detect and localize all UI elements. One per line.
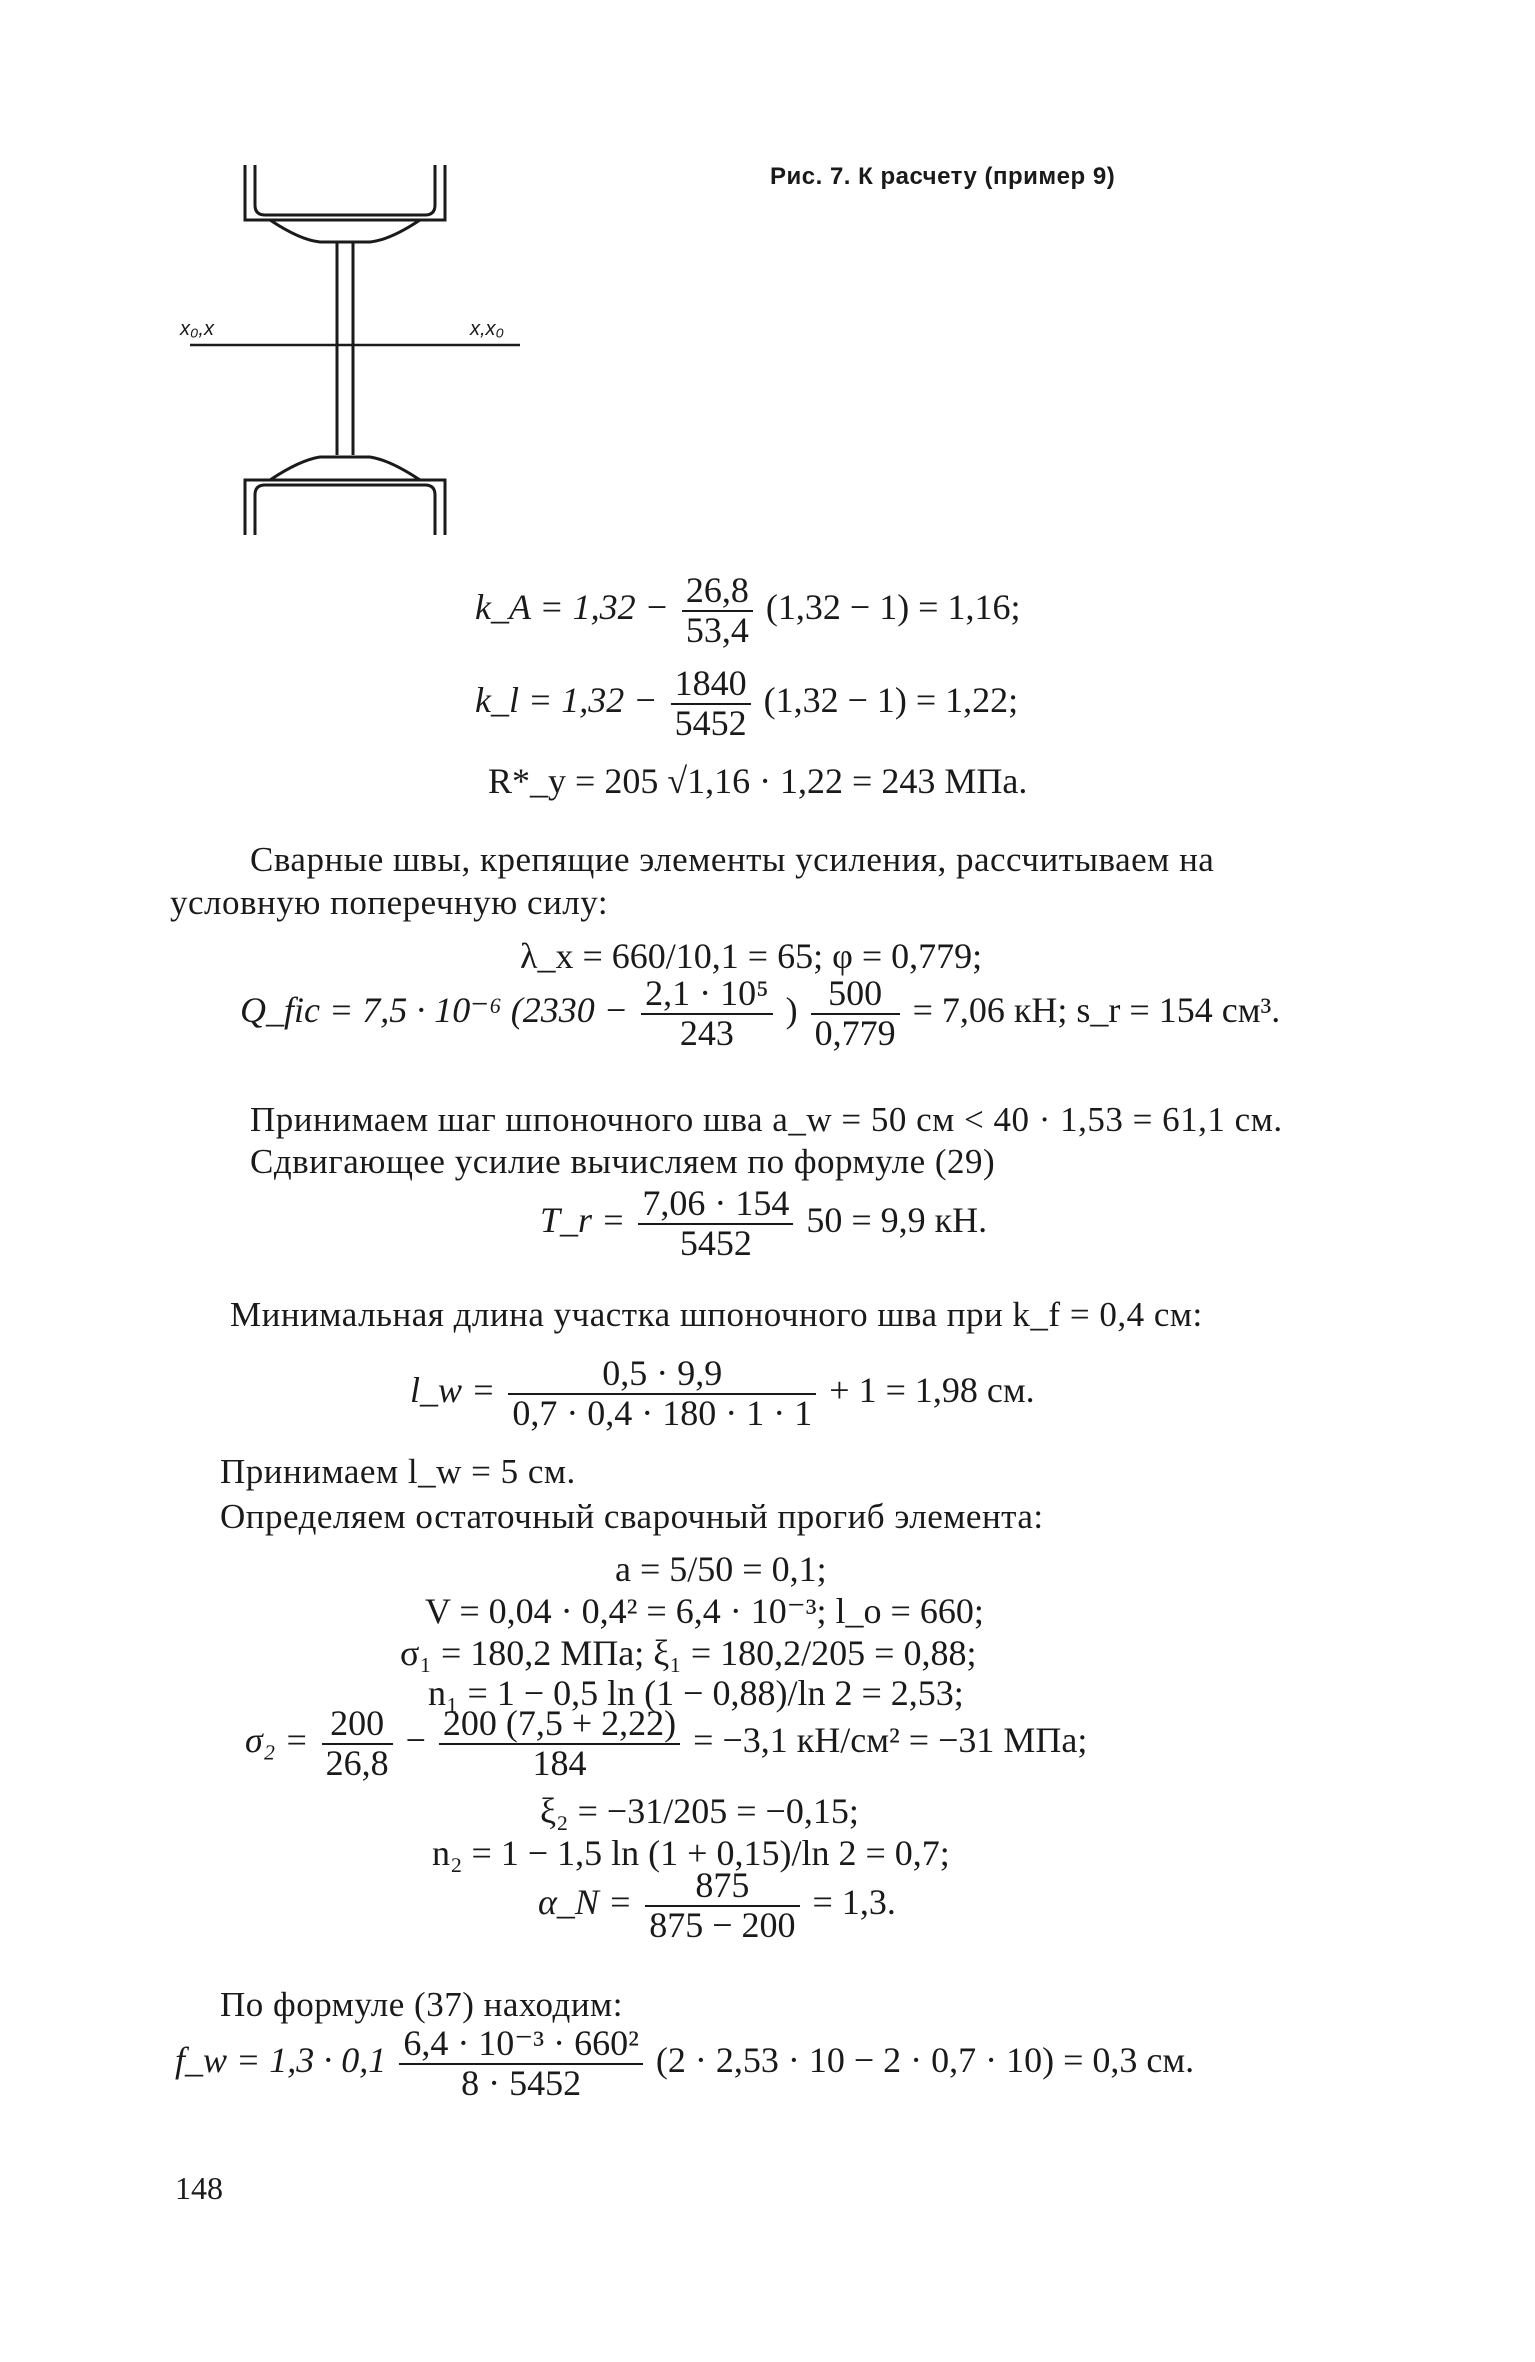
equation-kl: k_l = 1,32 − $\frac{1840}{5452}$ (1,32 − 1) = 1,22; — [475, 663, 1019, 743]
paragraph-accept-lw: Принимаем l_w = 5 см. — [220, 1452, 576, 1491]
equation-kA: k_A = 1,32 − $\frac{26,8}{53,4}$ (1,32 − 1) = 1,16; — [475, 570, 1021, 650]
equation-fw: f_w = 1,3 · 0,1 $\frac{\text{6,4 · 10⁻³ · 660²}}{8 \cdot 5452}$ (2 · 2,53 · 10 − 2 · 0,7 · 10) = 0,3 см. — [175, 2023, 1195, 2103]
paragraph-formula37: По формуле (37) находим: — [220, 1985, 623, 2024]
paragraph-deflection: Определяем остаточный сварочный прогиб элемента: — [220, 1497, 1044, 1536]
equation-alphaN: α_N = $\frac{875}{875 - 200}$ = 1,3. — [538, 1865, 896, 1945]
equation-a: a = 5/50 = 0,1; — [615, 1549, 827, 1589]
figure-caption: Рис. 7. К расчету (пример 9) — [770, 163, 1116, 190]
equation-sigma1: σ₁ = 180,2 МПа; ξ₁ = 180,2/205 = 0,88; — [400, 1633, 977, 1673]
paragraph-welds-line1: Сварные швы, крепящие элементы усиления, рассчитываем на — [250, 840, 1215, 879]
paragraph-step-line1: Принимаем шаг шпоночного шва a_w = 50 см < 40 · 1,53 = 61,1 см. — [250, 1100, 1283, 1139]
paragraph-step-line2: Сдвигающее усилие вычисляем по формуле (29) — [250, 1142, 996, 1181]
equation-lw: l_w = $\frac{0,5 \cdot 9,9}{0,7 \cdot 0,4 \cdot 180 \cdot 1 \cdot 1}$ + 1 = 1,98 см. — [410, 1353, 1035, 1433]
equation-n2: n₂ = 1 − 1,5 ln (1 + 0,15)/ln 2 = 0,7; — [432, 1833, 950, 1873]
page-number: 148 — [175, 2170, 223, 2206]
paragraph-welds-line2: условную поперечную силу: — [170, 883, 609, 922]
equation-n1: n₁ = 1 − 0,5 ln (1 − 0,88)/ln 2 = 2,53; — [428, 1673, 964, 1713]
equation-lambda: λ_x = 660/10,1 = 65; φ = 0,779; — [520, 936, 983, 976]
paragraph-minlength: Минимальная длина участка шпоночного шва при k_f = 0,4 см: — [230, 1295, 1203, 1334]
equation-Tr: T_r = $\frac{7,06 \cdot 154}{5452}$ 50 = 9,9 кН. — [540, 1183, 988, 1263]
axis-label-left: x₀,x — [180, 318, 214, 340]
equation-xi2: ξ₂ = −31/205 = −0,15; — [540, 1791, 859, 1831]
beam-section-diagram — [150, 150, 570, 570]
equation-V: V = 0,04 · 0,4² = 6,4 · 10⁻³; l_o = 660; — [425, 1591, 984, 1631]
equation-Ry: R*_y = 205 √1,16 · 1,22 = 243 МПа. — [488, 761, 1028, 801]
axis-label-right: x,x₀ — [470, 318, 504, 340]
equation-sigma2: σ₂ = $\frac{200}{26,8}$ − $\frac{200 (7,5 + 2,22)}{184}$ = −3,1 кН/см² = −31 МПа; — [245, 1703, 1088, 1783]
equation-Qfic: Q_fic = 7,5 · 10⁻⁶ (2330 − $\frac{\text{2,1 · 10⁵}}{243}$ ) $\frac{500}{0,779}$ = 7,06 кН; s_r = 154 см³. — [240, 973, 1281, 1053]
